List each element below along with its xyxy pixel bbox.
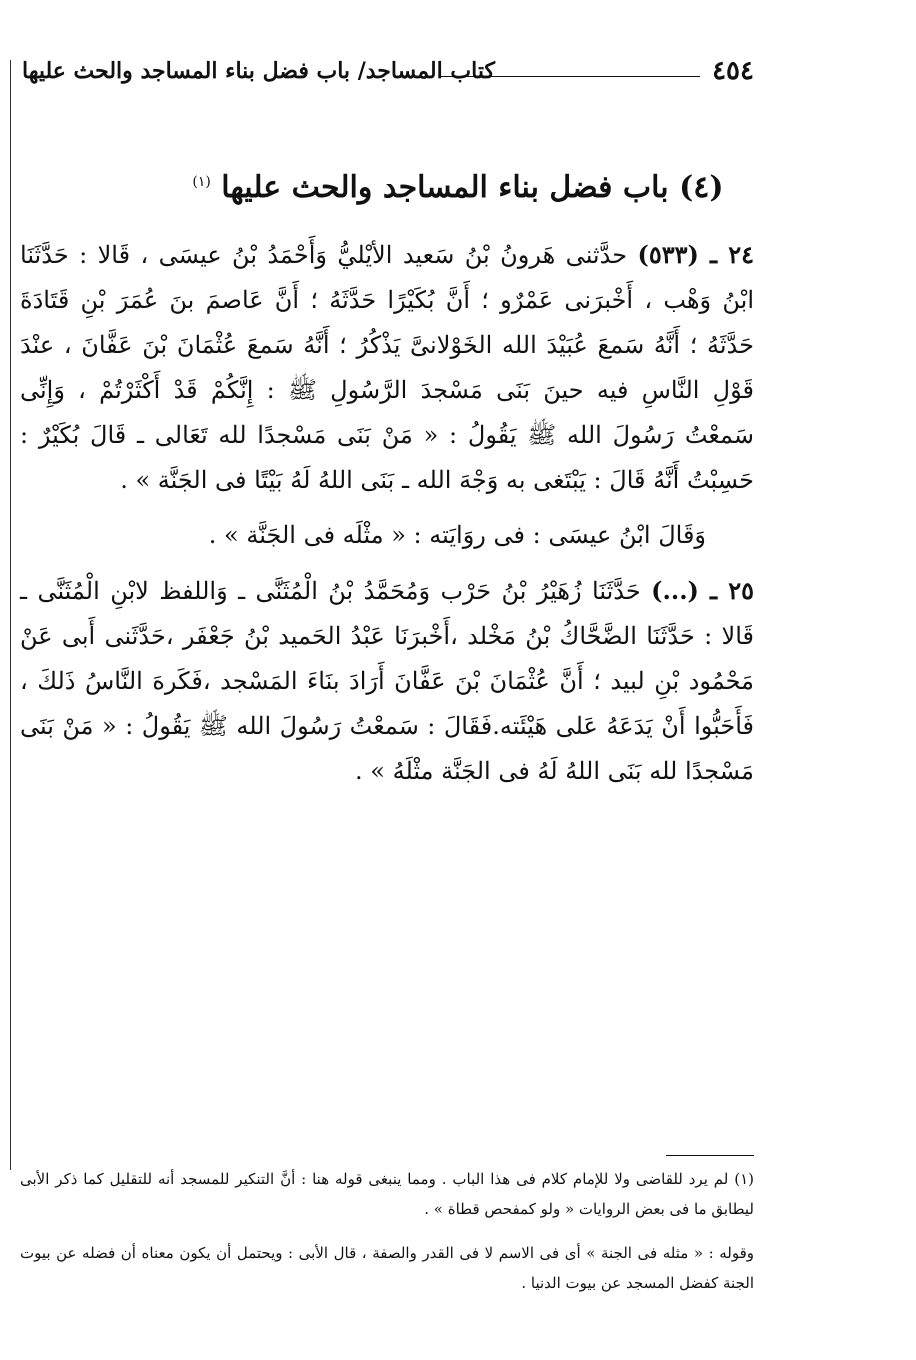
hadith-24 (20, 232, 754, 503)
left-margin-rule (10, 60, 11, 1170)
hadith-25 (20, 568, 754, 794)
hadith-24-variant (20, 513, 754, 558)
footnote-1: (١) لم يرد للقاضى ولا للإمام كلام فى هذا الباب . ومما ينبغى قوله هنا : أنَّ التنكير للمسجد أنه للتقليل كما ذكر الأبى ليطابق ما فى بعض الروايات « ولو كمفحص قطاة » . (20, 1170, 754, 1218)
hadith-number: ٢٤ ـ (٥٣٣) (637, 240, 754, 269)
main-text (20, 232, 754, 794)
hadith-text: حدَّثنى هَرونُ بْنُ سَعيد الأيْليُّ وَأَحْمَدُ بْنُ عيسَى ، قَالا : حَدَّثَنَا ابْنُ وَهْب ، أَخْبرَنى عَمْرٌو ؛ أَنَّ بُكَيْرًا حَدَّثَهُ ؛ أَنَّ عَاصمَ بنَ عُمَرَ بْنِ قَتَادَةَ حَدَّثَهُ ؛ أَنَّهُ سَمعَ عُبَيْدَ الله الخَوْلانىَّ يَذْكُرُ ؛ أَنَّهُ سَمعَ عُثْمَانَ بْنَ عَفَّانَ ، عنْدَ قَوْلِ النَّاسِ فيه حينَ بَنَى مَسْجدَ الرَّسُولِ ﷺ : إِنَّكُمْ قَدْ أَكْثَرْتُمْ ، وَإِنِّى سَمعْتُ رَسُولَ الله ﷺ يَقُولُ : « مَنْ بَنَى مَسْجدًا لله تَعَالى ـ قَالَ بُكَيْرٌ : حَسِبْتُ أَنَّهُ قَالَ : يَبْتَغى به وَجْهَ الله ـ بَنَى اللهُ لَهُ بَيْتًا فى الجَنَّة » . (20, 241, 754, 494)
hadith-text: حَدَّثَنَا زُهَيْرُ بْنُ حَرْب وَمُحَمَّدُ بْنُ الْمُثَنَّى ـ وَاللفظ لابْنِ الْمُثَنَّى ـ قَالا : حَدَّثَنَا الضَّحَّاكُ بْنُ مَخْلد ،أَخْبرَنَا عَبْدُ الحَميد بْنُ جَعْفَر ،حَدَّثَنى أَبى عَنْ مَحْمُود بْنِ لبيد ؛ أَنَّ عُثْمَانَ بْنَ عَفَّانَ أَرَادَ بنَاءَ المَسْجد ،فَكَرهَ النَّاسُ ذَلكَ ، فَأَحَبُّوا أَنْ يَدَعَهُ عَلى هَيْئَته.فَقَالَ : سَمعْتُ رَسُولَ الله ﷺ يَقُولُ : « مَنْ بَنَى مَسْجدًا لله بَنَى اللهُ لَهُ فى الجَنَّة مثْلَهُ » . (20, 577, 754, 785)
chapter-title (0, 170, 916, 205)
hadith-number: ٢٥ ـ (...) (651, 576, 754, 605)
footnotes (20, 1164, 754, 1298)
chapter-title-text: (٤) باب فضل بناء المساجد والحث عليها (221, 170, 724, 205)
running-title: كتاب المساجد/ باب فضل بناء المساجد والحث عليها (22, 58, 495, 84)
hadith-text: وَقَالَ ابْنُ عيسَى : فى روَايَته : « مثْلَه فى الجَنَّة » . (208, 521, 706, 549)
footnote-rule (666, 1155, 754, 1156)
chapter-footnote-ref: (١) (192, 174, 211, 190)
page-number: ٤٥٤ (712, 56, 754, 86)
footnote-continuation: وقوله : « مثله فى الجنة » أى فى الاسم لا فى القدر والصفة ، قال الأبى : ويحتمل أن يكون معناه أن فضله عن بيوت الجنة كفضل المسجد عن بيوت الدنيا . (20, 1244, 754, 1292)
